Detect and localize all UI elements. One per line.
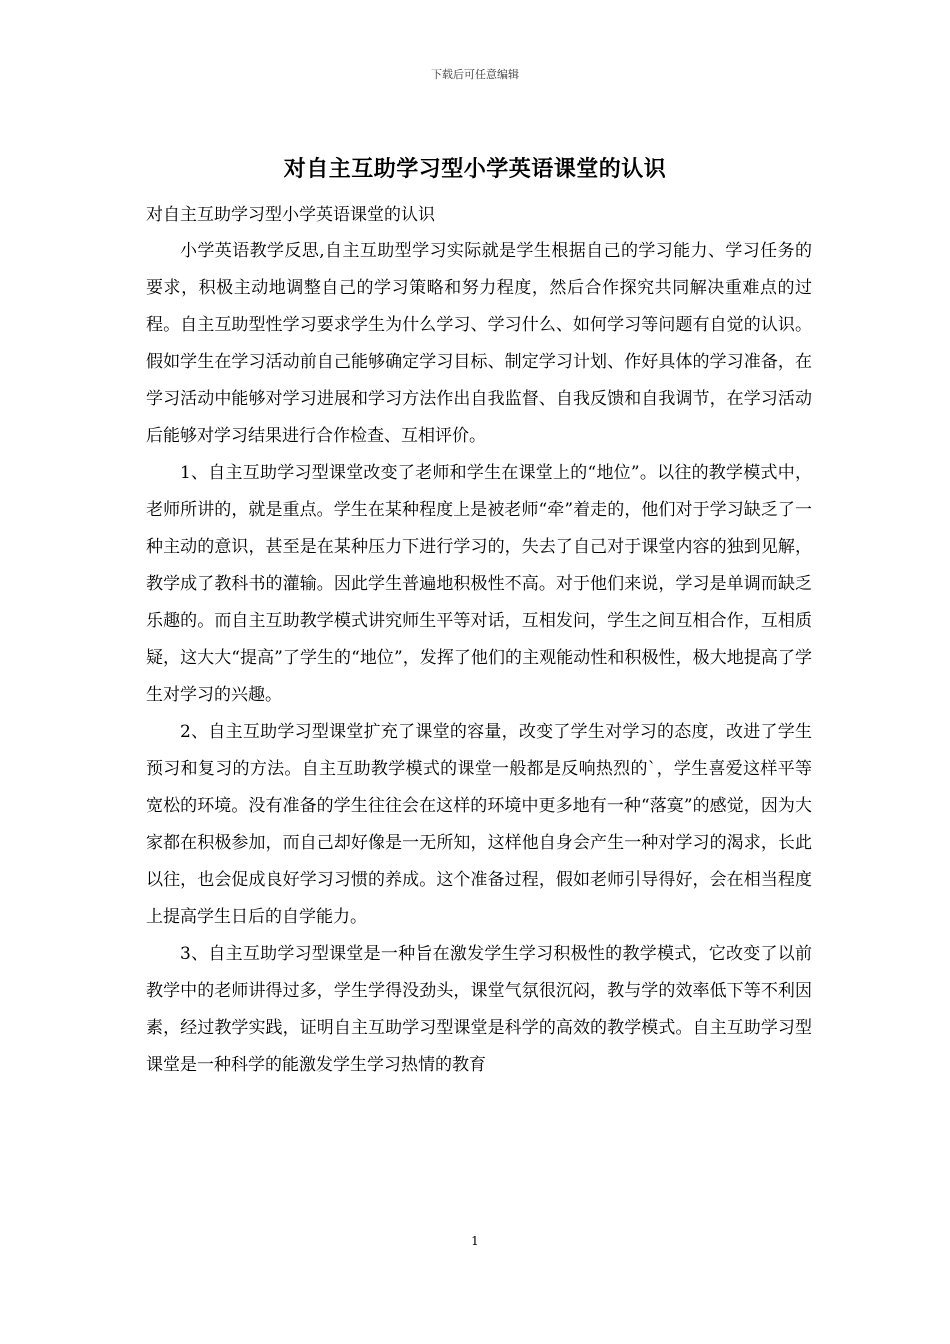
document-body (146, 233, 812, 1084)
document-subtitle: 对自主互助学习型小学英语课堂的认识 (146, 205, 435, 225)
document-title: 对自主互助学习型小学英语课堂的认识 (283, 156, 667, 182)
header-note: 下载后可任意编辑 (431, 68, 519, 81)
paragraph: 1、自主互助学习型课堂改变了老师和学生在课堂上的“地位”。以往的教学模式中，老师所讲的，就是重点。学生在某种程度上是被老师“牵”着走的，他们对于学习缺乏了一种主动的意识，甚至是在某种压力下进行学习的，失去了自己对于课堂内容的独到见解，教学成了教科书的灌输。因此学生普遍地积极性不高。对于他们来说，学习是单调而缺乏乐趣的。而自主互助教学模式讲究师生平等对话，互相发问，学生之间互相合作，互相质疑，这大大“提高”了学生的“地位”，发挥了他们的主观能动性和积极性，极大地提高了学生对学习的兴趣。 (146, 463, 812, 705)
paragraph: 2、自主互助学习型课堂扩充了课堂的容量，改变了学生对学习的态度，改进了学生预习和复习的方法。自主互助教学模式的课堂一般都是反响热烈的`，学生喜爱这样平等宽松的环境。没有准备的学生往往会在这样的环境中更多地有一种“落寞”的感觉，因为大家都在积极参加，而自己却好像是一无所知，这样他自身会产生一种对学习的渴求，长此以往，也会促成良好学习习惯的养成。这个准备过程，假如老师引导得好，会在相当程度上提高学生日后的自学能力。 (146, 722, 812, 927)
paragraph: 小学英语教学反思,自主互助型学习实际就是学生根据自己的学习能力、学习任务的要求，积极主动地调整自己的学习策略和努力程度，然后合作探究共同解决重难点的过程。自主互助型性学习要求学生为什么学习、学习什么、如何学习等问题有自觉的认识。假如学生在学习活动前自己能够确定学习目标、制定学习计划、作好具体的学习准备，在学习活动中能够对学习进展和学习方法作出自我监督、自我反馈和自我调节，在学习活动后能够对学习结果进行合作检查、互相评价。 (146, 241, 812, 446)
paragraph: 3、自主互助学习型课堂是一种旨在激发学生学习积极性的教学模式，它改变了以前教学中的老师讲得过多，学生学得没劲头，课堂气氛很沉闷，教与学的效率低下等不利因素，经过教学实践，证明自主互助学习型课堂是科学的高效的教学模式。自主互助学习型课堂是一种科学的能激发学生学习热情的教育 (146, 944, 812, 1075)
page-number: 1 (471, 1234, 479, 1248)
